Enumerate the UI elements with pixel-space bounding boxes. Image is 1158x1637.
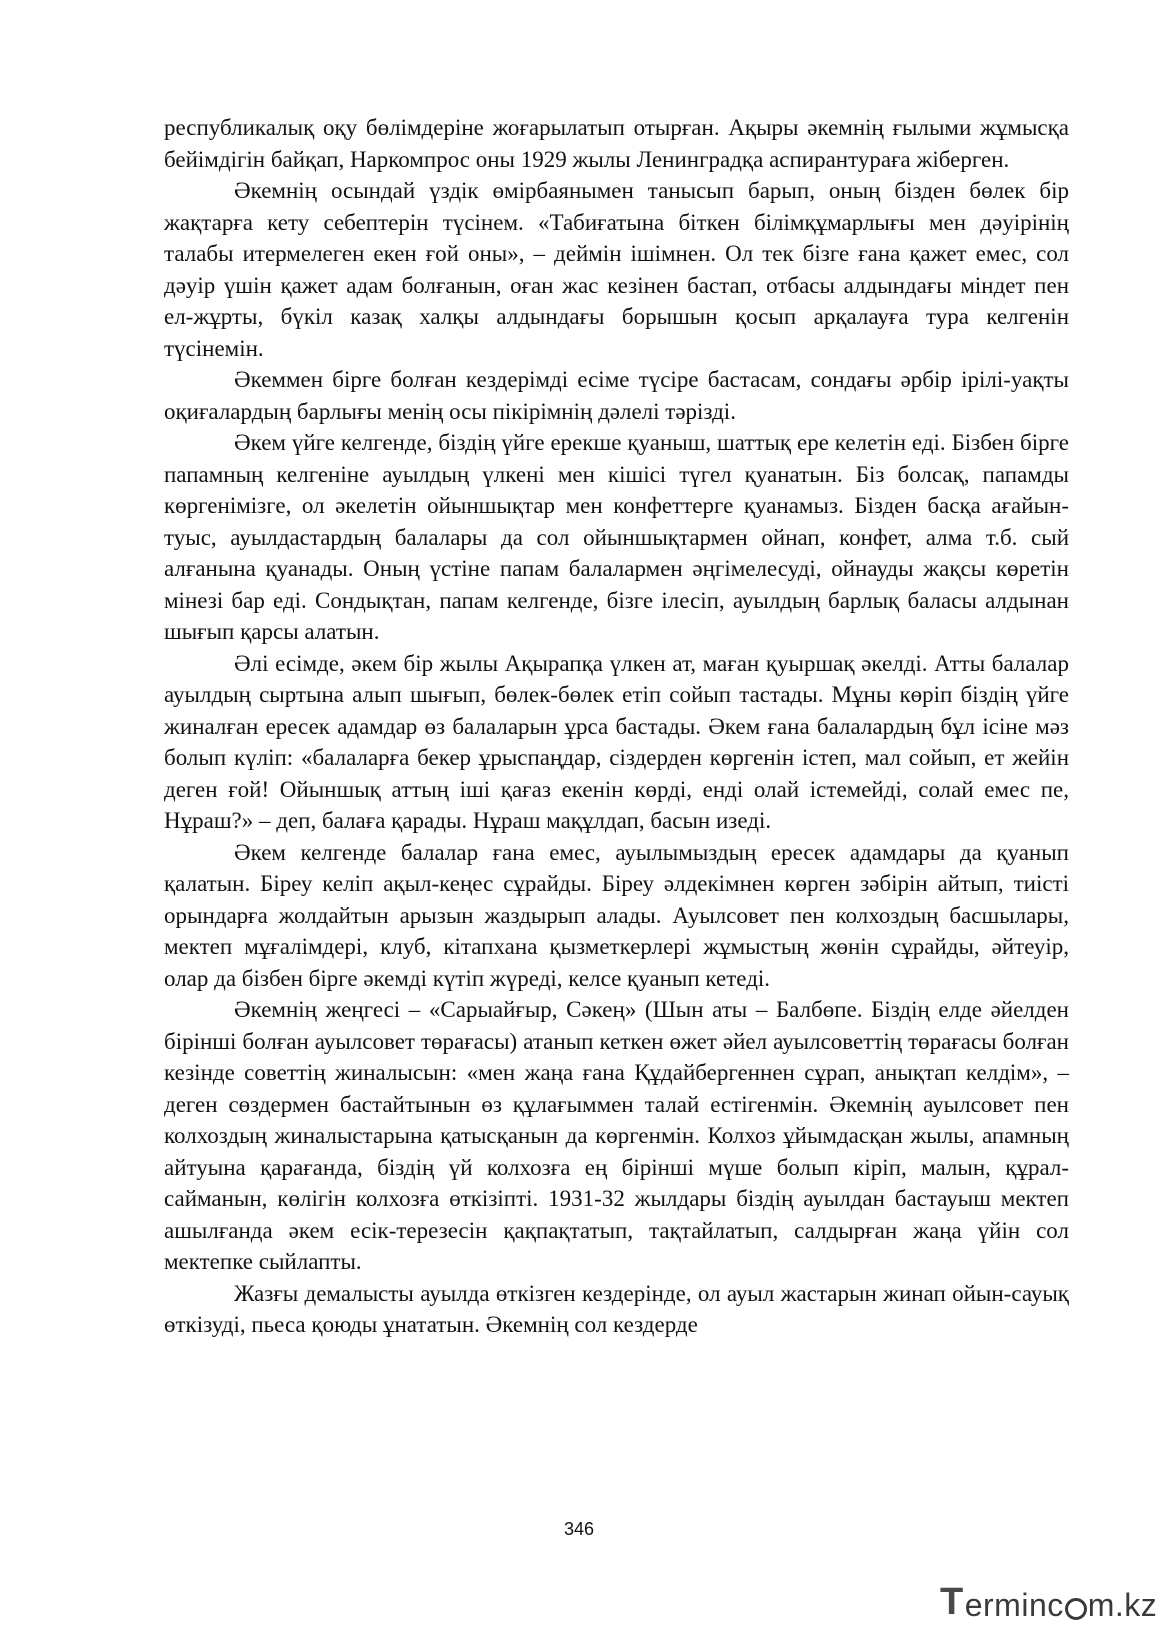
paragraph: Әкемнің жеңгесі – «Сарыайғыр, Сәкең» (Шын аты – Балбөпе. Біздің елде әйелден бірінші болған ауылсовет төрағасы) атанып кеткен өжет әйел ауылсоветтің төрағасы болған кезінде советтің жиналысын: «мен жаңа ғана Құдайбергеннен сұрап, анықтап келдім», – деген сөздермен бастайтынын өз құлағыммен талай естігенмін. Әкемнің ауылсовет пен колхоздың жиналыстарына қатысқанын да көргенмін. Колхоз ұйымдасқан жылы, апамның айтуына қарағанда, біздің үй колхозға ең бірінші мүше болып кіріп, малын, құрал-сайманын, көлігін колхозға өткізіпті. 1931-32 жылдары біздің ауылдан бастауыш мектеп ашылғанда әкем есік-терезесін қақпақтатып, тақтайлатып, салдырған жаңа үйін сол мектепке сыйлапты. <box>164 997 1069 1274</box>
paragraph: Әкем келгенде балалар ғана емес, ауылымыздың ересек адамдары да қуанып қалатын. Біреу келіп ақыл-кеңес сұрайды. Біреу әлдекімнен көрген зәбірін айтып, тиісті орындарға жолдайтын арызын жаздырып алады. Ауылсовет пен колхоздың басшылары, мектеп мұғалімдері, клуб, кітапхана қызметкерлері жұмыстың жөнін сұрайды, әйтеуір, олар да бізбен бірге әкемді күтіп жүреді, келсе қуанып кетеді. <box>164 839 1069 991</box>
paragraph: Әлі есімде, әкем бір жылы Ақырапқа үлкен ат, маған қуыршақ әкелді. Атты балалар ауылдың сыртына алып шығып, бөлек-бөлек етіп сойып тастады. Мұны көріп біздің үйге жиналған ересек адамдар өз балаларын ұрса бастады. Әкем ғана балалардың бұл ісіне мәз болып күліп: «балаларға бекер ұрыспаңдар, сіздерден көргенін істеп, мал сойып, ет жейін деген ғой! Ойыншық аттың іші қағаз екенін көрді, енді олай істемейді, солай емес пе, Нұраш?» – деп, балаға қарады. Нұраш мақұлдап, басын изеді. <box>164 650 1069 833</box>
page-body <box>164 112 1069 1341</box>
watermark-suffix: m.kz <box>1087 1587 1158 1623</box>
paragraph: республикалық оқу бөлімдеріне жоғарылатып отырған. Ақыры әкемнің ғылыми жұмысқа бейімдігін байқап, Наркомпрос оны 1929 жылы Ленинградқа аспирантураға жіберген. <box>164 115 1069 172</box>
page-number: 346 <box>563 1519 595 1539</box>
paragraph: Әкемнің осындай үздік өмірбаянымен танысып барып, оның бізден бөлек бір жақтарға кету себептерін түсінем. «Табиғатына біткен білімқұмарлығы мен дәуірінің талабы итермелеген екен ғой оны», – деймін ішімнен. Ол тек бізге ғана қажет емес, сол дәуір үшін қажет адам болғанын, оған жас кезінен бастап, отбасы алдындағы міндет пен ел-жұрты, бүкіл казақ халқы алдындағы борышын қосып арқалауға тура келгенін түсінемін. <box>164 178 1069 361</box>
watermark-text: ermin <box>964 1587 1048 1623</box>
watermark-ring-icon <box>1065 1598 1087 1620</box>
watermark-initial: T <box>940 1581 964 1623</box>
paragraph: Әкеммен бірге болған кездерімді есіме түсіре бастасам, сондағы әрбір ірілі-уақты оқиғалардың барлығы менің осы пікірімнің дәлелі тәрізді. <box>164 367 1069 424</box>
paragraph: Жазғы демалысты ауылда өткізген кездерінде, ол ауыл жастарын жинап ойын-сауық өткізуді, пьеса қоюды ұнататын. Әкемнің сол кездерде <box>164 1280 1069 1337</box>
watermark-letter-c: c <box>1047 1587 1064 1623</box>
termincom-watermark <box>940 1581 1158 1624</box>
paragraph: Әкем үйге келгенде, біздің үйге ерекше қуаныш, шаттық ере келетін еді. Бізбен бірге папамның келгеніне ауылдың үлкені мен кішісі түгел қуанатын. Біз болсақ, папамды көргенімізге, ол әкелетін ойыншықтар мен конфеттерге қуанамыз. Бізден басқа ағайын-туыс, ауылдастардың балалары да сол ойыншықтармен ойнап, конфет, алма т.б. сый алғанына қуанады. Оның үстіне папам балалармен әңгімелесуді, ойнауды жақсы көретін мінезі бар еді. Сондықтан, папам келгенде, бізге ілесіп, ауылдың барлық баласы алдынан шығып қарсы алатын. <box>164 430 1069 644</box>
